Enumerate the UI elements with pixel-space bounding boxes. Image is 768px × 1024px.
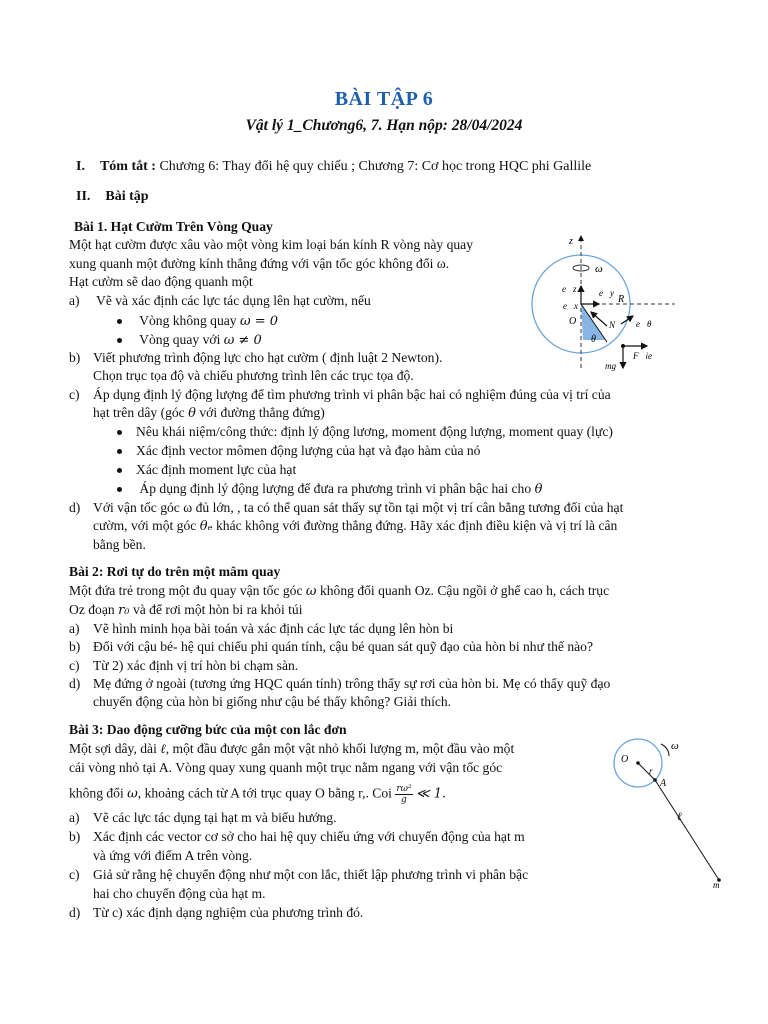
text-span: Một sợi dây, dài: [69, 741, 157, 756]
text-line: cái vòng nhỏ tại A. Vòng quay xung quanh một trục nằm ngang với vận tốc góc: [69, 760, 503, 775]
label-m: m: [713, 880, 720, 890]
fraction-numerator: rω²: [396, 784, 412, 794]
exercise-1-heading: Bài 1. Hạt Cườm Trên Vòng Quay: [74, 219, 273, 234]
label-r: r: [649, 766, 653, 776]
text-line: [93, 405, 325, 421]
text-line: Xác định các vector cơ sở cho hai hệ quy chiếu ứng với chuyển động của hạt m: [93, 829, 525, 844]
item-marker: a): [69, 293, 80, 308]
text-span: , khoảng cách từ A tới trục quay O bằng r,. Coi: [137, 785, 392, 801]
bullet-item: Xác định moment lực của hạt: [117, 462, 296, 478]
bullet-text: Áp dụng định lý động lượng để đưa ra phương trình vi phân bậc hai cho: [139, 481, 532, 496]
ring-point-dot: [653, 778, 657, 782]
label-z: z: [569, 236, 573, 247]
bullet-item: Nêu khái niệm/công thức: định lý động lương, moment động lượng, moment quay (lực): [117, 424, 613, 440]
math-expression: ω ≠ 0: [223, 333, 262, 348]
section-label: Tóm tắt :: [99, 159, 156, 174]
text-line: [69, 741, 514, 757]
item-marker: b): [69, 829, 81, 844]
text-line: Viết phương trình động lực cho hạt cườm ( định luật 2 Newton).: [93, 350, 443, 365]
math-expression: r₀: [118, 603, 130, 618]
text-line: xung quanh một đường kính thẳng đứng với vận tốc góc không đổi ω.: [69, 256, 450, 271]
label-theta: θ: [591, 334, 596, 345]
bullet-text: Vòng không quay: [139, 313, 237, 328]
math-expression: ω: [127, 786, 138, 802]
section-exercises: [76, 189, 149, 205]
label-A: A: [660, 778, 667, 789]
pendulum-figure: [603, 738, 733, 890]
text-line: [69, 602, 302, 618]
item-marker: a): [69, 810, 80, 825]
label-etheta: e⃗θ: [636, 319, 652, 329]
rotation-arrow: [661, 744, 669, 756]
text-line: Từ 2) xác định vị trí hòn bi chạm sàn.: [93, 658, 299, 673]
item-marker: b): [69, 350, 81, 365]
label-ey: e⃗y: [599, 288, 614, 298]
item-marker: d): [69, 676, 81, 691]
label-ez: e⃗z: [562, 284, 577, 294]
text-line: bằng bền.: [93, 537, 146, 552]
bullet-item: [117, 313, 278, 329]
bullet-item: [117, 481, 542, 497]
text-line: Vẽ các lực tác dụng tại hạt m và biểu hướng.: [93, 810, 337, 825]
text-line: Áp dụng định lý động lượng để tìm phương trình vi phân bậc hai có nghiệm đúng của vị trí của: [93, 387, 611, 402]
etheta-vector: [621, 316, 633, 324]
string-line: [655, 780, 719, 880]
label-omega: ω: [595, 263, 603, 275]
text-span: Oz đoạn: [69, 602, 115, 617]
label-mg: mg⃗: [605, 361, 623, 371]
label-F: F⃗ie: [633, 351, 652, 361]
item-marker: c): [69, 658, 80, 673]
math-expression: ω: [305, 584, 317, 599]
section-number: I.: [76, 159, 85, 174]
pivot-dot: [636, 761, 640, 765]
section-text: Chương 6: Thay đổi hệ quy chiếu ; Chương 7: Cơ học trong HQC phi Gallile: [155, 159, 592, 174]
section-summary: [76, 159, 591, 175]
rotating-hoop-figure: [525, 228, 685, 378]
text-span: hạt trên dây (góc: [93, 405, 185, 420]
bullet-text: Vòng quay với: [139, 332, 221, 347]
label-length: ℓ: [677, 811, 682, 823]
fraction: [395, 784, 412, 805]
text-line: hai cho chuyển động của hạt m.: [93, 886, 266, 901]
label-N: N⃗: [609, 320, 623, 330]
item-marker: a): [69, 621, 80, 636]
page-subtitle: Vật lý 1_Chương6, 7. Hạn nộp: 28/04/2024: [245, 117, 523, 134]
text-line: [93, 518, 617, 534]
section-number: II.: [76, 189, 91, 204]
math-expression: ≪ 1.: [415, 786, 447, 802]
text-line: [69, 583, 609, 599]
text-span: với đường thẳng đứng): [199, 405, 325, 420]
text-span: Một đứa trẻ trong một đu quay vận tốc góc: [69, 583, 303, 598]
page-title: BÀI TẬP 6: [334, 88, 434, 110]
text-line: Mẹ đứng ở ngoài (tương ứng HQC quán tính) trông thấy sự rơi của hòn bi. Mẹ có thấy quỹ đạo: [93, 676, 611, 691]
bead-dot: [621, 344, 625, 348]
section-label: Bài tập: [105, 189, 149, 204]
text-line: Từ c) xác định dạng nghiệm của phương trình đó.: [93, 905, 364, 920]
text-line: Giả sử rằng hệ chuyển động như một con lắc, thiết lập phương trình vi phân bậc: [93, 867, 529, 882]
exercise-2-heading: Bài 2: Rơi tự do trên một mâm quay: [69, 564, 281, 579]
text-line: Một hạt cườm được xâu vào một vòng kim loại bán kính R vòng này quay: [69, 237, 474, 252]
math-expression: ℓ: [160, 742, 166, 757]
item-marker: c): [69, 387, 80, 402]
text-span: và để rơi một hòn bi ra khỏi túi: [132, 602, 303, 617]
text-line: Chọn trục tọa độ và chiếu phương trình lên các trục tọa độ.: [93, 368, 414, 383]
label-O: O: [621, 754, 629, 765]
text-span: khác không với đường thẳng đứng. Hãy xác định điều kiện và vị trí là cân: [215, 518, 618, 533]
text-line: Vẽ hình minh họa bài toán và xác định các lực tác dụng lên hòn bi: [93, 621, 454, 636]
text-line: chuyển động của hòn bi giống như cậu bé thấy không? Giải thích.: [93, 694, 452, 709]
bullet-item: Xác định vector mômen động lượng của hạt và đạo hàm của nó: [117, 443, 480, 459]
bullet-item: [117, 332, 262, 348]
label-O: O: [569, 316, 577, 327]
text-line: [69, 784, 446, 805]
text-span: cườm, với một góc: [93, 518, 197, 533]
text-span: không đổi: [69, 785, 124, 801]
item-marker: d): [69, 905, 81, 920]
text-line: và ứng với điểm A trên vòng.: [93, 848, 253, 863]
item-marker: c): [69, 867, 80, 882]
label-R: R: [618, 294, 625, 305]
math-expression: ω = 0: [239, 314, 279, 329]
text-line: Vẽ và xác định các lực tác dụng lên hạt cườm, nếu: [96, 293, 371, 308]
item-marker: b): [69, 639, 81, 654]
exercise-3-heading: Bài 3: Dao động cưỡng bức của một con lắc đơn: [69, 722, 347, 737]
text-line: Hạt cườm sẽ dao động quanh một: [69, 274, 253, 289]
label-ex: e⃗x: [563, 301, 578, 311]
text-span: , một đầu được gắn một vật nhỏ khối lượng m, một đầu vào một: [165, 741, 515, 756]
math-expression: θ: [188, 406, 196, 421]
item-marker: d): [69, 500, 81, 515]
fraction-denominator: g: [401, 795, 407, 805]
math-expression: θ: [534, 482, 543, 497]
text-span: không đổi quanh Oz. Cậu ngồi ở ghế cao h, cách trục: [319, 583, 610, 598]
text-line: Với vận tốc góc ω đủ lớn, , ta có thể quan sát thấy sự tồn tại một vị trí cân bằng tương đối của hạt: [93, 500, 624, 515]
label-omega: ω: [671, 740, 679, 752]
text-line: Đối với cậu bé- hệ qui chiếu phi quán tính, cậu bé quan sát quỹ đạo của hòn bi như thế nào?: [93, 639, 594, 654]
math-expression: θₑ: [199, 519, 213, 534]
